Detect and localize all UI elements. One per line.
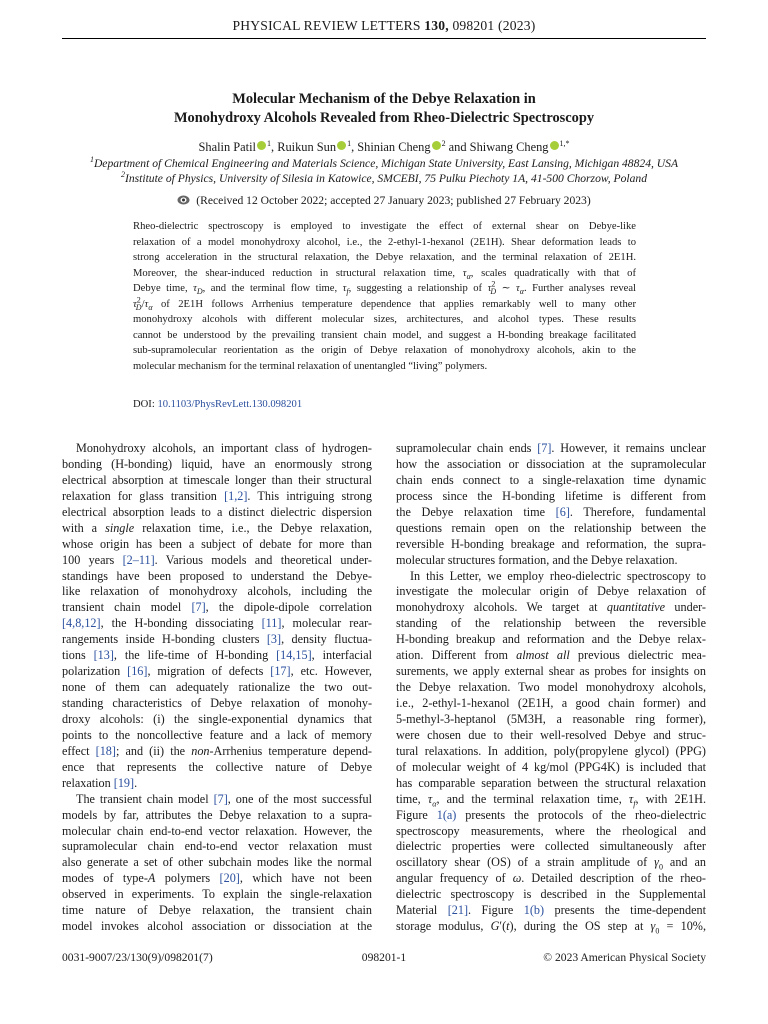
affiliation-1: $^1$Department of Chemical Engineering and Materials Science, Michigan State University, East Lansing, Michigan 48824, USA — [89, 155, 679, 170]
body-column-right: supramolecular chain ends [7]. However, it remains unclear how the association or dissociation at the supramolecular chain ends connect to a single-relaxation time dynamic process since the H-bonding lifetime is different from the Debye relaxation time [6]. Therefore, fundamental questions remain open on the relationship between the reversible H-bonding breakage and reformation, the supra- molecular structures formation, and the Debye relaxation. In this Letter, we employ rheo-dielectric spectroscopy to investigate the molecular origin of Debye relaxation of monohydroxy alcohols. We target at quantitative under- standing of the relationship between the reversible H-bonding breakup and reformation and the Debye relax- ation. Different from almost all previous dielectric mea- surements, we apply external shear as probes for insights on the Debye relaxation. Two model monohydroxy alcohols, i.e., 2-ethyl-1-hexanol (2E1H, a good chain former) and 5-methyl-3-heptanol (5M3H, a reasonable ring former), were chosen due to their well-resolved Debye and struc- tural relaxations. In addition, poly(propylene glycol) (PPG) of molecular weight of 4 kg/mol (PPG4K) is included that has comparable separation between the structural relaxation time, $\tau_\alpha$, and the terminal relaxation time, $\tau_f$, with 2E1H. Figure 1(a) presents the protocols of the rheo-dielectric spectroscopy measurements, where the rheological and dielectric properties were collected simultaneously after oscillatory shear (OS) of a strain amplitude of $\gamma_0$ and an angular frequency of ω. Detailed description of the rheo- dielectric spectroscopy is described in the Supplemental Material [21]. Figure 1(b) presents the time-dependent storage modulus, G′(t), during the OS step at $\gamma_0 = 10\%$, — [396, 441, 707, 936]
article-title: Molecular Mechanism of the Debye Relaxation in Monohydroxy Alcohols Revealed from Rheo-Dielectric Spectroscopy — [173, 91, 595, 126]
author-name[interactable]: Shalin Patil — [198, 140, 256, 154]
affiliation-2: $^2$Institute of Physics, University of Silesia in Katowice, SMCEBI, 75 Pulku Piechoty 1A, 41-500 Chorzow, Poland — [120, 170, 648, 185]
orcid-icon[interactable] — [432, 141, 441, 150]
page-number: 098201-1 — [361, 951, 407, 964]
received-dates: (Received 12 October 2022; accepted 27 January 2023; published 27 February 2023) — [62, 193, 706, 208]
orcid-icon[interactable] — [550, 141, 559, 150]
body-column-left: Monohydroxy alcohols, an important class of hydrogen- bonding (H-bonding) liquid, have an enormously strong electrical absorption at timescale longer than their structural relaxation for glass transition [1,2]. This intriguing strong electrical absorption leads to a distinct dielectric dispersion with a single relaxation time, i.e., the Debye relaxation, whose origin has been a subject of debate for more than 100 years [2–11]. Various models and theoretical under- standings have been proposed to understand the Debye- like relaxation of monohydroxy alcohols, including the transient chain model [7], the dipole-dipole correlation [4,8,12], the H-bonding dissociating [11], molecular rear- rangements inside H-bonding clusters [3], density fluctua- tions [13], the life-time of H-bonding [14,15], interfacial polarization [16], migration of defects [17], etc. However, none of them can adequately rationalize the two out- standing characteristics of Debye relaxation of monohy- droxy alcohols: (i) the single-exponential dynamics that points to the noncollective feature and a lack of memory effect [18]; and (ii) the non-Arrhenius temperature depend- ence that represents the collective nature of Debye relaxation [19]. The transient chain model [7], one of the most successful models by far, attributes the Debye relaxation to a supra- molecular chain end-to-end vector relaxation. However, the supramolecular chain end-to-end vector relaxation must also generate a set of other subchain modes like the normal modes of type-A polymers [20], which have not been observed in experiments. To explain the single-relaxation time nature of Debye relaxation, the transient chain model invokes alcohol association or dissociation at the — [62, 441, 373, 934]
running-head: PHYSICAL REVIEW LETTERS 130, 098201 (2023) — [232, 18, 536, 33]
access-indicator-icon[interactable] — [177, 195, 190, 205]
author-name[interactable]: Shiwang Cheng — [469, 140, 549, 154]
abstract: Rheo-dielectric spectroscopy is employed to investigate the effect of external shear on Debye-like relaxation of a model monohydroxy alcohol, i.e., the 2-ethyl-1-hexanol (2E1H). Shear deformation leads to strong acceleration in the structural relaxation, the Debye relaxation, and the terminal relaxation of 2E1H. Moreover, the shear-induced reduction in structural relaxation time, $\tau_\alpha$, scales quadratically with that of Debye time, $\tau_D$, and the terminal flow time, $\tau_f$, suggesting a relationship of $\tau^2_D$ ∼ $\tau_\alpha$. Further analyses reveal $\tau^2_D/\tau_\alpha$ of 2E1H follows Arrhenius temperature dependence that applies remarkably well to many other monohydroxy alcohols with different molecular sizes, architectures, and alcohol types. These results cannot be understood by the prevailing transient chain model, and suggest a H-bonding breakage facilitated sub-supramolecular reorientation as the origin of Debye relaxation of monohydroxy alcohols, akin to the molecular mechanism for the terminal relaxation of unentangled “living” polymers. — [133, 221, 637, 372]
orcid-icon[interactable] — [257, 141, 266, 150]
doi-link[interactable]: 10.1103/PhysRevLett.130.098201 — [157, 399, 303, 410]
header-rule — [62, 38, 706, 39]
doi-line: DOI: 10.1103/PhysRevLett.130.098201 — [133, 399, 303, 410]
author-name[interactable]: Shinian Cheng — [357, 140, 431, 154]
author-name[interactable]: Ruikun Sun — [277, 140, 337, 154]
orcid-icon[interactable] — [337, 141, 346, 150]
author-list: Shalin Patil $^1$, Ruikun Sun $^1$, Shinian Cheng $^2$ and Shiwang Cheng $^{1,*}$ — [198, 138, 570, 154]
